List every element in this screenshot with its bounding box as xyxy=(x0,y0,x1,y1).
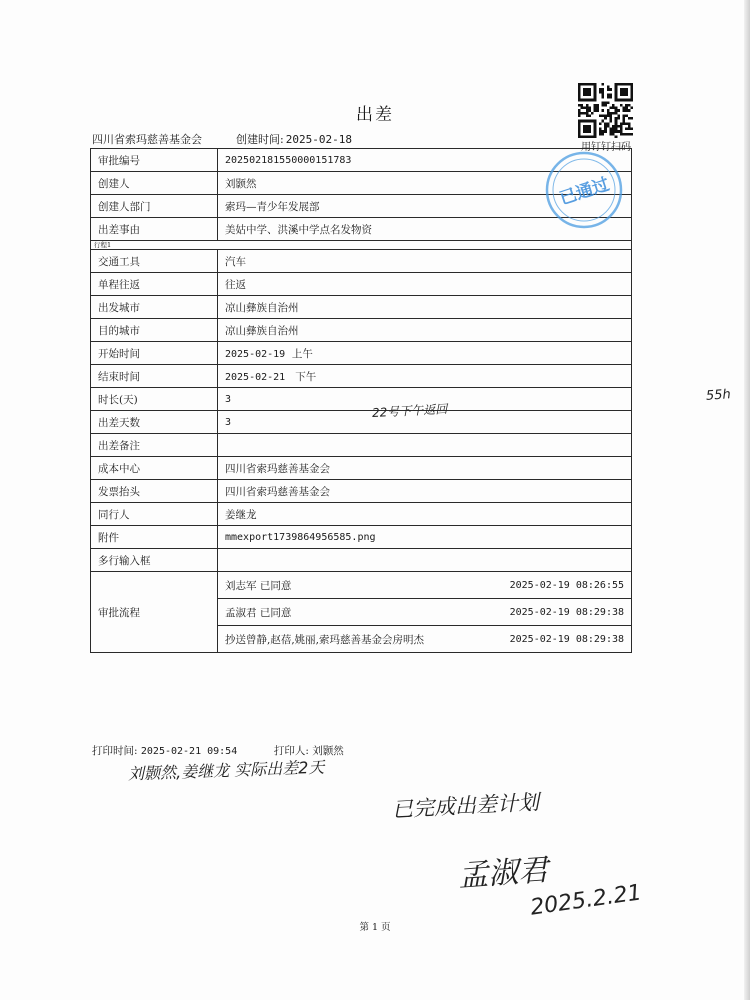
flow-step-text: 抄送曾静,赵蓓,姚丽,索玛慈善基金会房明杰 xyxy=(225,633,425,646)
cost-center-label: 成本中心 xyxy=(91,457,218,480)
table-row xyxy=(91,549,632,572)
dest-city-label: 目的城市 xyxy=(91,319,218,342)
trip-header: 行程1 xyxy=(91,241,632,250)
handwritten-side-note: 55h xyxy=(705,387,732,404)
table-row xyxy=(91,503,632,526)
remark-value xyxy=(218,434,632,457)
flow-label: 审批流程 xyxy=(91,572,218,653)
created-time xyxy=(236,131,352,147)
start-time-cell xyxy=(218,342,632,365)
flow-step-text: 孟淑君 已同意 xyxy=(225,606,292,619)
flow-step-time: 2025-02-19 08:29:38 xyxy=(509,633,624,645)
flow-step-2 xyxy=(218,599,632,626)
print-time-label: 打印时间: xyxy=(92,745,138,757)
duration-label: 时长(天) xyxy=(91,388,218,411)
duration-value: 3 xyxy=(218,388,632,411)
companion-label: 同行人 xyxy=(91,503,218,526)
handwritten-end-note: 22号下午返回 xyxy=(371,402,448,420)
companion-value: 姜继龙 xyxy=(218,503,632,526)
qr-caption: 用钉钉扫码 xyxy=(581,142,631,153)
table-row xyxy=(91,457,632,480)
flow-step-3 xyxy=(218,626,632,653)
depart-city-label: 出发城市 xyxy=(91,296,218,319)
handwritten-signature: 孟淑君 xyxy=(457,852,550,895)
attachment-value[interactable]: mmexport1739864956585.png xyxy=(218,526,632,549)
department-value: 索玛—青少年发展部 xyxy=(218,195,632,218)
transport-value: 汽车 xyxy=(218,250,632,273)
flow-step-1 xyxy=(218,572,632,599)
invoice-title-value: 四川省索玛慈善基金会 xyxy=(218,480,632,503)
table-row xyxy=(91,319,632,342)
creator-value: 刘颢然 xyxy=(218,172,632,195)
start-time-label: 开始时间 xyxy=(91,342,218,365)
cost-center-value: 四川省索玛慈善基金会 xyxy=(218,457,632,480)
approved-stamp xyxy=(544,150,624,230)
invoice-title-label: 发票抬头 xyxy=(91,480,218,503)
attachment-label: 附件 xyxy=(91,526,218,549)
approval-no-value: 202502181550000151783 xyxy=(218,149,632,172)
reason-label: 出差事由 xyxy=(91,218,218,241)
multiline-label: 多行输入框 xyxy=(91,549,218,572)
print-time-value: 2025-02-21 09:54 xyxy=(140,746,238,757)
handwritten-date: 2025.2.21 xyxy=(528,880,644,921)
start-time-value: 2025-02-19 xyxy=(225,348,286,360)
approval-no-label: 审批编号 xyxy=(91,149,218,172)
document-title: 出差 xyxy=(356,105,394,125)
printer-label: 打印人: xyxy=(273,745,309,757)
remark-label: 出差备注 xyxy=(91,434,218,457)
oneway-label: 单程往返 xyxy=(91,273,218,296)
table-row xyxy=(91,480,632,503)
flow-step-text: 刘志军 已同意 xyxy=(225,579,292,592)
table-row xyxy=(91,526,632,549)
flow-step-time: 2025-02-19 08:29:38 xyxy=(509,606,624,618)
depart-city-value: 凉山彝族自治州 xyxy=(218,296,632,319)
end-time-value: 2025-02-21 xyxy=(225,371,286,383)
table-row xyxy=(91,572,632,599)
trip-days-label: 出差天数 xyxy=(91,411,218,434)
printer-value: 刘颢然 xyxy=(312,745,344,757)
page-edge xyxy=(744,0,750,1000)
qr-code-icon[interactable] xyxy=(578,83,633,138)
table-row xyxy=(91,365,632,388)
page-number: 第 1 页 xyxy=(359,922,391,933)
end-time-label: 结束时间 xyxy=(91,365,218,388)
creator-label: 创建人 xyxy=(91,172,218,195)
table-row xyxy=(91,434,632,457)
end-time-cell xyxy=(218,365,632,388)
created-label: 创建时间: xyxy=(236,133,284,146)
created-date: 2025-02-18 xyxy=(285,133,352,146)
reason-value: 美姑中学、洪溪中学点名发物资 xyxy=(218,218,632,241)
stamp-text: 已通过 xyxy=(557,174,612,210)
transport-label: 交通工具 xyxy=(91,250,218,273)
trip-days-value: 3 xyxy=(218,411,632,434)
table-row xyxy=(91,411,632,434)
start-time-half: 上午 xyxy=(291,347,313,360)
multiline-value xyxy=(218,549,632,572)
table-row xyxy=(91,342,632,365)
table-row xyxy=(91,250,632,273)
table-row xyxy=(91,241,632,250)
flow-step-time: 2025-02-19 08:26:55 xyxy=(509,579,624,591)
handwritten-note-actual-days: 刘颢然,姜继龙 实际出差2天 xyxy=(127,757,325,784)
organization-name: 四川省索玛慈善基金会 xyxy=(92,133,202,146)
handwritten-note-completed: 已完成出差计划 xyxy=(391,790,540,822)
department-label: 创建人部门 xyxy=(91,195,218,218)
dest-city-value: 凉山彝族自治州 xyxy=(218,319,632,342)
table-row xyxy=(91,296,632,319)
table-row xyxy=(91,273,632,296)
end-time-half: 下午 xyxy=(295,370,317,383)
table-row xyxy=(91,388,632,411)
oneway-value: 往返 xyxy=(218,273,632,296)
